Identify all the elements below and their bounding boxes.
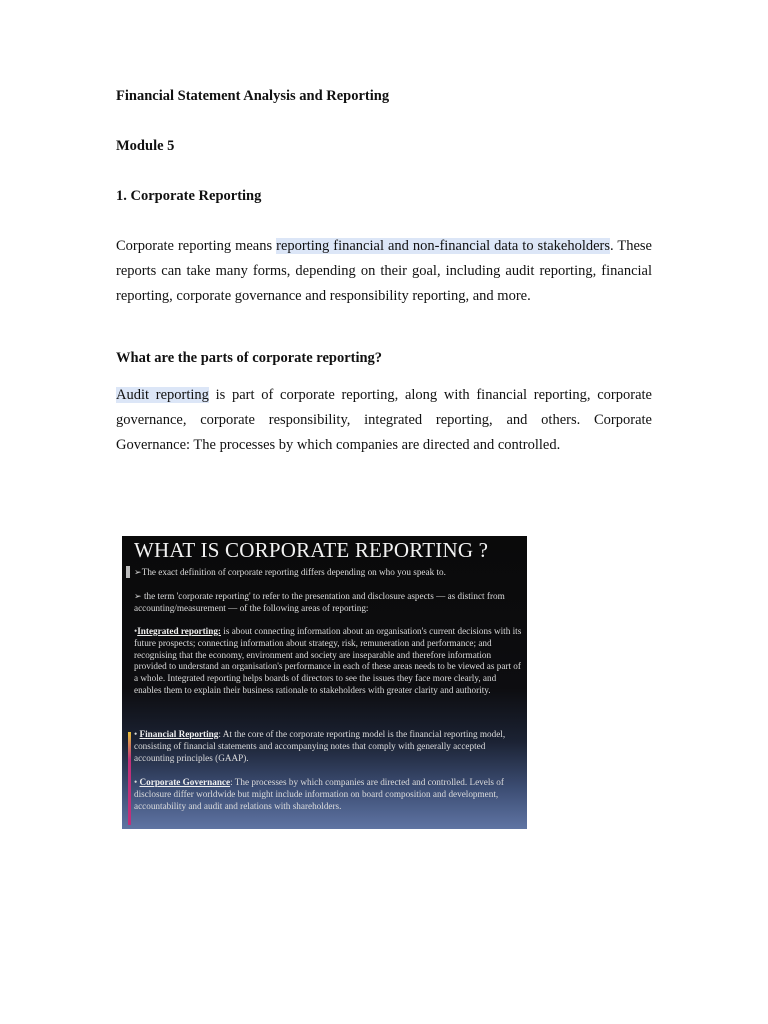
paragraph-text: . These reports can take many forms, depending on their goal, including audit reporting, financial reporting, corporate governance and responsibility reporting, and more. [116,238,652,304]
highlighted-text: reporting financial and non-financial data to stakeholders [276,238,611,254]
slide-title: WHAT IS CORPORATE REPORTING ? [134,538,489,562]
paragraph-text: Corporate reporting means [116,238,277,254]
slide-financial-reporting [134,729,524,764]
module-label: Module 5 [116,138,175,154]
highlighted-text: Audit reporting [116,387,209,403]
slide-bullet-text: : The processes by which companies are directed and controlled. Levels of disclosure differ worldwide but might include information on board composition and development, accountability and audit and relations with shareholders. [134,777,504,811]
slide-term: Financial Reporting [139,729,219,739]
slide-bullet-text: : At the core of the corporate reporting model is the financial reporting model, consisting of financial statements and accompanying notes that comply with generally accepted accounting principles (GAAP). [134,729,506,763]
document-title: Financial Statement Analysis and Reporting [116,88,390,104]
slide-bullet-text: The exact definition of corporate reporting differs depending on who you speak to. [141,567,446,577]
slide-accent-bar [128,732,131,825]
section-heading: 1. Corporate Reporting [116,188,262,204]
arrow-bullet-icon: ➢ [134,591,142,601]
slide-integrated-reporting [134,626,524,697]
dot-bullet-icon: • [134,729,140,739]
slide-image [122,536,527,829]
slide-bullet [134,567,524,579]
dot-bullet-icon: • [134,777,140,787]
slide-bullet [134,591,524,615]
slide-term: Corporate Governance [139,777,231,787]
slide-bullet-text: the term 'corporate reporting' to refer to the presentation and disclosure aspects — as distinct from accounting/measurement — of the following areas of reporting: [134,591,505,613]
slide-accent-mark [126,566,130,578]
slide-term: Integrated reporting: [137,626,221,636]
arrow-bullet-icon: ➢ [134,567,142,577]
paragraph-text: is part of corporate reporting, along with financial reporting, corporate governance, corporate responsibility, integrated reporting, and others. Corporate Governance: The processes by which companies are directed and controlled. [116,387,652,453]
parts-heading: What are the parts of corporate reporting? [116,350,383,366]
slide-corporate-governance [134,777,524,812]
definition-paragraph [116,234,652,309]
slide-bullet-text: is about connecting information about an organisation's current decisions with its future prospects; connecting information about strategy, risk, remuneration and performance; and recognising that the economy, environment and society are inseparable and therefore information provided to understand an organisation's performance in each of these areas needs to be viewed as part of a whole. Integrated reporting helps boards of directors to see the issues they face more clearly, and enables them to explain their business rationale to stakeholders with greater clarity and authority. [134,626,522,695]
dot-bullet-icon: • [134,626,138,636]
parts-paragraph [116,383,652,458]
